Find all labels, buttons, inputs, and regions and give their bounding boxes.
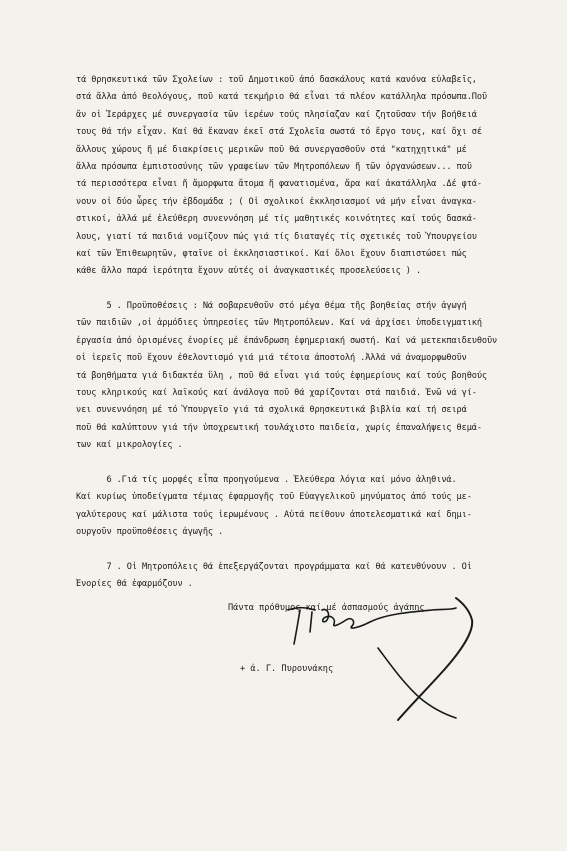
- text-line: γαλύτερους καί μάλιστα τούς ἱερωμένους . Αὐτά πείθουν ἀποτελεσματικά καί δημι-: [76, 509, 472, 520]
- text-line: των καί μικρολογίες .: [76, 440, 183, 451]
- text-line: νουν οἱ δύο ὧρες τήν ἑβδομάδα ; ( Οἱ σχολικοί ἐκκλησιασμοί νά μήν εἶναι ἀναγκα-: [76, 196, 477, 207]
- text-line: τους κληρικούς καί λαϊκούς καί ἀνάλογα ποῦ θά χαρίζονται στά παιδιά. Ἐνῶ νά γί-: [76, 388, 477, 399]
- handwritten-signature: [260, 588, 490, 728]
- text-line: τά βοηθήματα γιά διδακτέα ὕλη , ποῦ θά εἶναι γιά τούς ἐφημερίους καί τούς βοηθούς: [76, 370, 487, 381]
- paragraph-1: [76, 72, 562, 281]
- text-line: τά περισσότερα εἶναι ἤ ἄμορφωτα ἄτομα ἤ φανατισμένα, ἄρα καί ἀκατάλληλα .Δέ φτά-: [76, 179, 482, 190]
- text-line: 7 . Οἱ Μητροπόλεις θά ἐπεξεργάζονται προγράμματα καί θά κατευθύνουν . Οἱ: [76, 561, 472, 572]
- text-line: κάθε ἄλλο παρά ἱερότητα ἔχουν αὐτές οἱ ἀναγκαστικές προσελεύσεις ) .: [76, 266, 422, 277]
- paragraph-6: [76, 472, 562, 542]
- text-line: τῶν παιδιῶν ,οἱ ἁρμόδιες ὑπηρεσίες τῶν Μητροπόλεων. Καί νά ἀρχίσει ὑποδειγματική: [76, 318, 482, 329]
- text-line: ἐργασία ἀπό ὁρισμένες ἐνορίες μέ ἐπάνδρωση ἐφημεριακή σωστή. Καί νά μετεκπαιδευθοῦν: [76, 335, 498, 346]
- text-line: τους θά τήν εἶχαν. Καί θά ἔκαναν ἐκεῖ στά Σχολεῖα σωστά τό ἔργο τους, καί ὄχι σέ: [76, 127, 482, 138]
- text-line: ἄλλους χώρους ἤ μέ διακρίσεις μερικῶν ποῦ θά συνεργασθοῦν στά "κατηχητικά" μέ: [76, 144, 467, 155]
- text-line: 5 . Προϋποθέσεις : Νά σοβαρευθοῦν στό μέγα θέμα τῆς βοηθείας στήν ἀγωγή: [76, 301, 467, 312]
- text-line: λους, γιατί τά παιδιά νομίζουν πώς γιά τίς διαταγές τίς σχετικές τοῦ Ὑπουργείου: [76, 231, 477, 242]
- paragraph-5: [76, 298, 562, 455]
- text-line: καί τῶν Ἐπιθεωρητῶν, φταῖνε οἱ ἐκκλησιαστικοί. Καί ὅλοι ἔχουν διαπιστώσει πώς: [76, 248, 467, 259]
- text-line: οἱ ἱερεῖς ποῦ ἔχουν ἐθελοντισμό γιά μιά τέτοια ἀποστολή .Ἀλλά νά ἀναμορφωθοῦν: [76, 353, 467, 364]
- text-line: ἄν οἱ Ἱεράρχες μέ συνεργασία τῶν ἱερέων τούς πλησίαζαν καί ζητοῦσαν τήν βοήθειά: [76, 109, 477, 120]
- signer-name: + ἀ. Γ. Πυρουνάκης: [240, 664, 334, 674]
- closing-salutation: Πάντα πρόθυμος καί μέ ἀσπασμούς ἀγάπης: [228, 603, 425, 613]
- text-line: στικοί, ἀλλά μέ ἐλεύθερη συνεννόηση μέ τίς μαθητικές κοινότητες καί τούς δασκά-: [76, 214, 477, 225]
- letter-body: [76, 72, 562, 594]
- text-line: Καί κυρίως ὑποδείγματα τέμιας ἐφαρμογῆς τοῦ Εὐαγγελικοῦ μηνύματος ἀπό τούς με-: [76, 492, 472, 503]
- text-line: τά θρησκευτικά τῶν Σχολείων : τοῦ Δημοτικοῦ ἀπό δασκάλους κατά κανόνα εὐλαβεῖς,: [76, 75, 477, 85]
- text-line: ποῦ θά καλύπτουν γιά τήν ὑποχρεωτική τουλάχιστο παιδεία, χωρίς ἐπαναλήψεις θεμά-: [76, 422, 482, 433]
- text-line: ουργοῦν προϋποθέσεις ἀγωγῆς .: [76, 527, 224, 538]
- text-line: 6 .Γιά τίς μορφές εἶπα προηγούμενα . Ἐλεύθερα λόγια καί μόνο ἀληθινά.: [76, 474, 457, 485]
- text-line: στά ἄλλα ἀπό θεολόγους, ποῦ κατά τεκμήριο θά εἶναι τά πλέον κατάλληλα πρόσωπα.Ποῦ: [76, 92, 487, 103]
- text-line: Ἐνορίες θά ἐφαρμόζουν .: [76, 579, 193, 590]
- text-line: νει συνεννόηση μέ τό Ὑπουργεῖο γιά τά σχολικά θρησκευτικά βιβλία καί τή σειρά: [76, 405, 467, 416]
- text-line: ἄλλα πρόσωπα ἐμπιστοσύνης τῶν γραφείων τῶν Μητροπόλεων ἤ τῶν ὀργανώσεων... ποῦ: [76, 161, 472, 172]
